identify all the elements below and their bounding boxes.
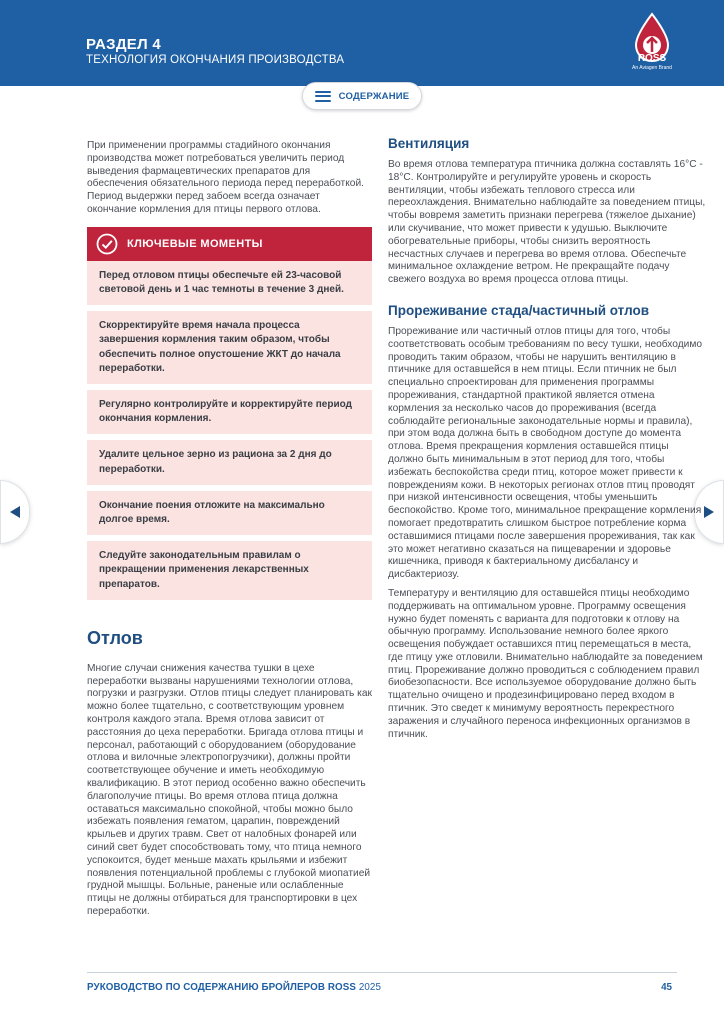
footer-title (87, 982, 381, 993)
footer-divider (87, 972, 677, 973)
otlov-heading: Отлов (87, 627, 143, 648)
check-circle-icon (96, 233, 118, 255)
logo-tagline: An Aviagen Brand (632, 65, 672, 71)
key-points-box (87, 227, 372, 600)
key-point-item: Следуйте законодательным правилам о прекращении применения лекарственных препаратов. (87, 541, 372, 600)
page-header (0, 0, 724, 86)
key-point-item: Скорректируйте время начала процесса завершения кормления таким образом, чтобы обеспечить полное опустошение ЖКТ до начала переработки. (87, 311, 372, 384)
contents-button[interactable] (302, 82, 422, 110)
key-points-title: КЛЮЧЕВЫЕ МОМЕНТЫ (127, 237, 263, 250)
key-point-item: Перед отловом птицы обеспечьте ей 23-часовой световой день и 1 час темноты в течение 3 дней. (87, 261, 372, 305)
contents-label: СОДЕРЖАНИЕ (338, 90, 410, 102)
key-point-item: Удалите цельное зерно из рациона за 2 дня до переработки. (87, 440, 372, 484)
section-label: РАЗДЕЛ 4 (86, 36, 162, 53)
page-number: 45 (661, 982, 672, 993)
intro-paragraph: При применении программы стадийного окончания производства может потребоваться увеличить период выведения фармацевтических препаратов для обеспечения обязательного периода перед переработкой. Период выдержки перед забоем всегда означает окончание кормления для птицы первого отлова. (87, 140, 364, 215)
ventilation-heading: Вентиляция (388, 136, 470, 151)
footer-year: 2025 (358, 982, 382, 993)
logo-brand: ROSS (637, 53, 667, 64)
ventilation-paragraph: Во время отлова температура птичника должна составлять 16°C - 18°C. Контролируйте и регулируйте уровень и скорость вентиляции, чтобы избежать теплового стресса или переохлаждения. Внимательно наблюдайте за поведением птицы, чтобы вовремя заметить признаки перегрева (тяжелое дыхание) или скучивание, что может привести к удушью. Выключите обогревательные приборы, чтобы снизить вероятность несчастных случаев и перегрева во время отлова. Обеспечьте минимальное охлаждение ветром. Не прекращайте подачу свежего воздуха во время процесса отлова птицы. (388, 159, 706, 286)
menu-icon (315, 91, 331, 102)
section-title: ТЕХНОЛОГИЯ ОКОНЧАНИЯ ПРОИЗВОДСТВА (86, 54, 345, 66)
otlov-paragraph: Многие случаи снижения качества тушки в цехе переработки вызваны нарушениями технологии отлова, погрузки и разгрузки. Отлов птицы следует планировать как можно более тщательно, с соответствующим уровнем контроля каждого этапа. Время отлова зависит от расстояния до цеха переработки. Бригада отлова птицы и персонал, работающий с оборудованием (оборудование отлова и вилочные электропогрузчики), должны пройти соответствующее обучение и иметь необходимую квалификацию. В этот период особенно важно обеспечить благополучие птицы. Во время отлова птица должна оставаться максимально спокойной, чтобы можно было избежать появления гематом, царапин, повреждений крыльев и других травм. Свет от налобных фонарей или синий свет будет способствовать тому, что птица немного успокоится, будет меньше махать крыльями и избежит появления потенциальной проблемы с глубокой миопатией грудной мышцы. Больные, раненые или ослабленные птицы не должны отбираться для транспортировки в цех переработки. (87, 662, 372, 917)
previous-page-button[interactable] (0, 480, 30, 544)
triangle-left-icon (9, 505, 21, 519)
right-column (388, 136, 706, 741)
key-point-item: Регулярно контролируйте и корректируйте период окончания кормления. (87, 390, 372, 434)
thinning-heading: Прореживание стада/частичный отлов (388, 302, 650, 318)
otlov-section (87, 628, 372, 919)
key-point-item: Окончание поения отложите на максимально долгое время. (87, 491, 372, 535)
thinning-paragraph-2: Температуру и вентиляцию для оставшейся птицы необходимо поддерживать на оптимальном уровне. Программу освещения нужно будет поменять с варианта для подготовки к отлову на обычную программу. Использование немного более яркого освещения побуждает оставшихся птиц перемещаться в места, где птицу уже отловили. Внимательно наблюдайте за поведением птиц. Прореживание должно проводиться с соблюдением правил биобезопасности. Все используемое оборудование должно быть тщательно очищено и продезинфицировано перед входом в птичник. Это сведет к минимуму вероятность перекрестного заражения и случайного переноса инфекционных организмов в птичник. (388, 587, 703, 740)
left-column (87, 140, 372, 919)
key-points-header (87, 227, 372, 261)
thinning-paragraph-1: Прореживание или частичный отлов птицы для того, чтобы соответствовать особым требованиям по весу тушки, необходимо проводить таким образом, чтобы не нарушить вентиляцию в птичнике для оставшейся в нем птицы. Если птичник не был специально спроектирован для применения программы прореживания, стандартной практикой является отмена кормления за несколько часов до прореживания (всегда соблюдайте региональные законодательные нормы и правила), при этом вода должна быть в свободном доступе до момента отлова. Время прекращения кормления оставшейся птицы должно быть минимальным в этот период для того, чтобы избежать беспокойства среди птиц, которое может привести к повреждениям кожи. В некоторых регионах отлов птиц проводят при низкой интенсивности освещения, чтобы уменьшить беспокойство. Кроме того, минимальное прекращение кормления помогает предотвратить слишком быстрое потребление корма оставшимися птицами после завершения прореживания, так как это может негативно сказаться на пищеварении и здоровье кишечника, приводя к бактериальному дисбалансу и дисбактериозу. (388, 325, 702, 581)
footer-guide-name: РУКОВОДСТВО ПО СОДЕРЖАНИЮ БРОЙЛЕРОВ ROSS (87, 982, 356, 993)
